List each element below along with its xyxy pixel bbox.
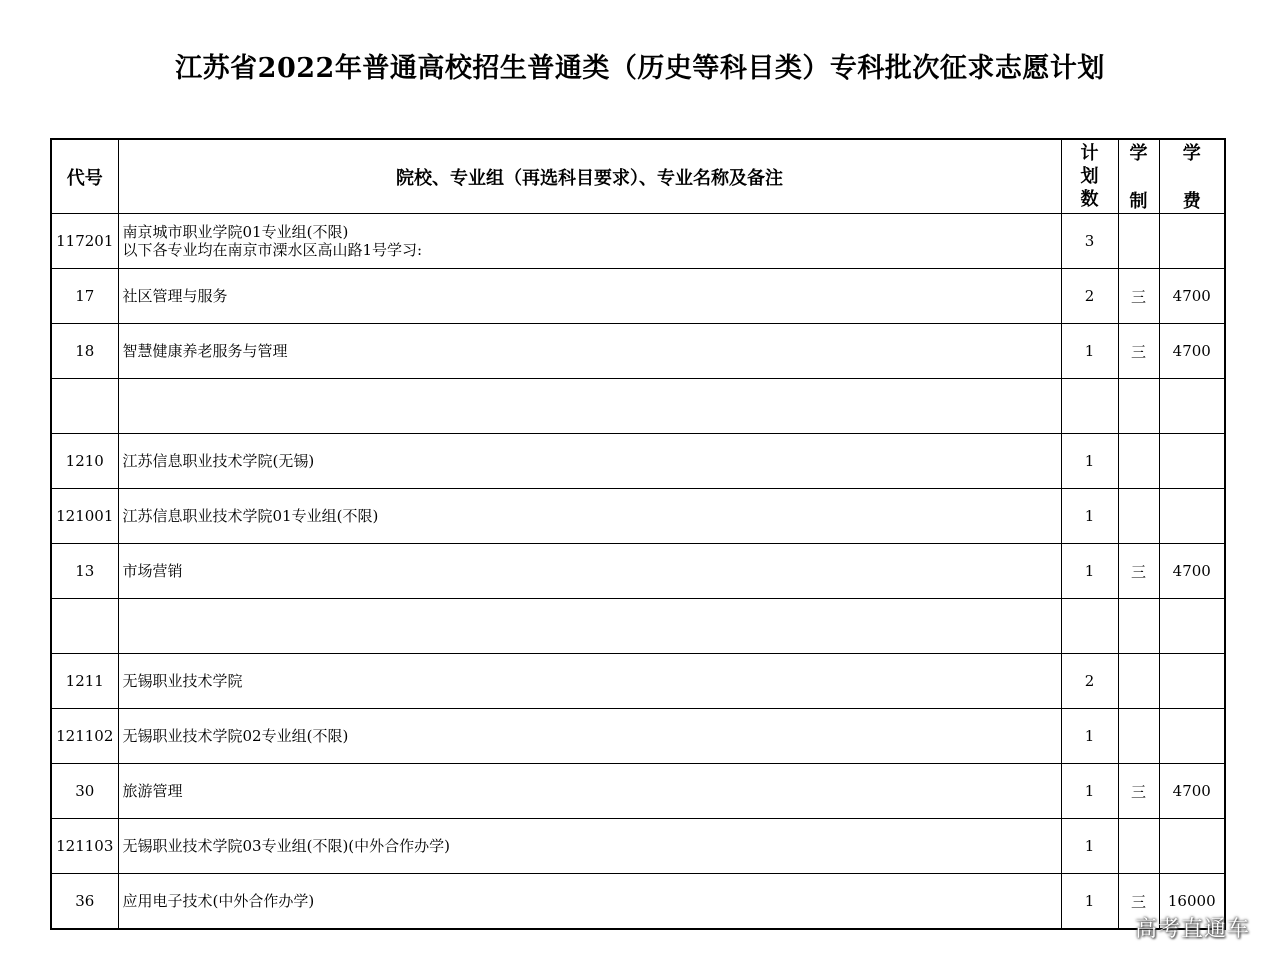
cell-system bbox=[1118, 489, 1159, 544]
cell-plan: 1 bbox=[1061, 324, 1118, 379]
cell-name bbox=[118, 269, 1061, 324]
table-row bbox=[51, 654, 1225, 709]
cell-code: 13 bbox=[51, 544, 118, 599]
cell-system bbox=[1118, 379, 1159, 434]
cell-fee: 4700 bbox=[1159, 269, 1225, 324]
table-row bbox=[51, 489, 1225, 544]
cell-system bbox=[1118, 214, 1159, 269]
cell-plan: 1 bbox=[1061, 709, 1118, 764]
cell-name bbox=[118, 819, 1061, 874]
cell-fee: 4700 bbox=[1159, 324, 1225, 379]
page-title: 江苏省2022年普通高校招生普通类（历史等科目类）专科批次征求志愿计划 bbox=[175, 53, 1105, 84]
cell-system bbox=[1118, 654, 1159, 709]
cell-name bbox=[118, 709, 1061, 764]
header-code: 代号 bbox=[51, 139, 118, 214]
cell-code: 121001 bbox=[51, 489, 118, 544]
cell-name-text: 社区管理与服务 bbox=[122, 287, 228, 305]
cell-plan bbox=[1061, 379, 1118, 434]
header-plan-char-3: 数 bbox=[1080, 189, 1099, 210]
cell-name-text: 智慧健康养老服务与管理 bbox=[122, 342, 288, 360]
cell-code: 1210 bbox=[51, 434, 118, 489]
cell-fee: 16000 bbox=[1159, 874, 1225, 930]
cell-fee: 4700 bbox=[1159, 764, 1225, 819]
cell-name-text: 应用电子技术(中外合作办学) bbox=[122, 892, 315, 910]
table-row bbox=[51, 379, 1225, 434]
cell-system bbox=[1118, 819, 1159, 874]
cell-system: 三 bbox=[1118, 269, 1159, 324]
cell-name-text: 江苏信息职业技术学院(无锡) bbox=[122, 452, 315, 470]
cell-plan: 3 bbox=[1061, 214, 1118, 269]
cell-name bbox=[118, 654, 1061, 709]
header-plan-char-2: 划 bbox=[1080, 166, 1099, 187]
header-plan bbox=[1061, 139, 1118, 214]
cell-name-text: 旅游管理 bbox=[122, 782, 183, 800]
table-row bbox=[51, 544, 1225, 599]
cell-system bbox=[1118, 599, 1159, 654]
cell-code: 36 bbox=[51, 874, 118, 930]
cell-code: 30 bbox=[51, 764, 118, 819]
cell-code: 17 bbox=[51, 269, 118, 324]
table-header-row bbox=[51, 139, 1225, 214]
cell-fee bbox=[1159, 214, 1225, 269]
cell-plan: 1 bbox=[1061, 819, 1118, 874]
header-system bbox=[1118, 139, 1159, 214]
cell-code: 121103 bbox=[51, 819, 118, 874]
cell-system bbox=[1118, 434, 1159, 489]
table-row bbox=[51, 434, 1225, 489]
cell-code: 18 bbox=[51, 324, 118, 379]
cell-plan: 1 bbox=[1061, 764, 1118, 819]
cell-plan: 1 bbox=[1061, 489, 1118, 544]
cell-plan bbox=[1061, 599, 1118, 654]
header-plan-char-1: 计 bbox=[1080, 143, 1099, 164]
header-system-char-1: 学 bbox=[1129, 143, 1148, 164]
cell-code: 1211 bbox=[51, 654, 118, 709]
cell-system: 三 bbox=[1118, 874, 1159, 930]
cell-name-text: 江苏信息职业技术学院01专业组(不限) bbox=[122, 507, 379, 525]
cell-plan: 2 bbox=[1061, 654, 1118, 709]
cell-name bbox=[118, 544, 1061, 599]
cell-fee bbox=[1159, 599, 1225, 654]
cell-name bbox=[118, 874, 1061, 930]
cell-name-text: 南京城市职业学院01专业组(不限) bbox=[122, 223, 349, 241]
header-system-char-2: 制 bbox=[1129, 191, 1148, 212]
cell-fee bbox=[1159, 654, 1225, 709]
watermark-text: 高考直通车 bbox=[1134, 917, 1250, 942]
cell-name-text: 市场营销 bbox=[122, 562, 183, 580]
cell-fee bbox=[1159, 709, 1225, 764]
cell-code bbox=[51, 599, 118, 654]
cell-system bbox=[1118, 709, 1159, 764]
table-row bbox=[51, 874, 1225, 930]
cell-name bbox=[118, 599, 1061, 654]
cell-name bbox=[118, 489, 1061, 544]
cell-name-text: 无锡职业技术学院02专业组(不限) bbox=[122, 727, 349, 745]
cell-name bbox=[118, 434, 1061, 489]
header-fee-char-2: 费 bbox=[1182, 191, 1201, 212]
table-row bbox=[51, 214, 1225, 269]
cell-code bbox=[51, 379, 118, 434]
cell-note-text: 以下各专业均在南京市溧水区高山路1号学习: bbox=[122, 241, 423, 259]
cell-code: 121102 bbox=[51, 709, 118, 764]
enrollment-plan-table bbox=[50, 138, 1226, 930]
cell-name bbox=[118, 379, 1061, 434]
table-row bbox=[51, 819, 1225, 874]
cell-system: 三 bbox=[1118, 324, 1159, 379]
header-name: 院校、专业组（再选科目要求）、专业名称及备注 bbox=[118, 139, 1061, 214]
cell-name bbox=[118, 214, 1061, 269]
cell-name-text: 无锡职业技术学院03专业组(不限)(中外合作办学) bbox=[122, 837, 450, 855]
cell-plan: 1 bbox=[1061, 874, 1118, 930]
cell-code: 117201 bbox=[51, 214, 118, 269]
cell-name-text: 无锡职业技术学院 bbox=[122, 672, 243, 690]
header-fee-char-1: 学 bbox=[1182, 143, 1201, 164]
cell-plan: 1 bbox=[1061, 544, 1118, 599]
table-row bbox=[51, 709, 1225, 764]
cell-fee bbox=[1159, 489, 1225, 544]
table-row bbox=[51, 269, 1225, 324]
table-row bbox=[51, 324, 1225, 379]
cell-fee bbox=[1159, 434, 1225, 489]
cell-fee: 4700 bbox=[1159, 544, 1225, 599]
table-row bbox=[51, 764, 1225, 819]
cell-fee bbox=[1159, 379, 1225, 434]
cell-name bbox=[118, 324, 1061, 379]
cell-name bbox=[118, 764, 1061, 819]
cell-plan: 2 bbox=[1061, 269, 1118, 324]
cell-fee bbox=[1159, 819, 1225, 874]
header-fee bbox=[1159, 139, 1225, 214]
cell-system: 三 bbox=[1118, 764, 1159, 819]
table-row bbox=[51, 599, 1225, 654]
cell-system: 三 bbox=[1118, 544, 1159, 599]
cell-plan: 1 bbox=[1061, 434, 1118, 489]
